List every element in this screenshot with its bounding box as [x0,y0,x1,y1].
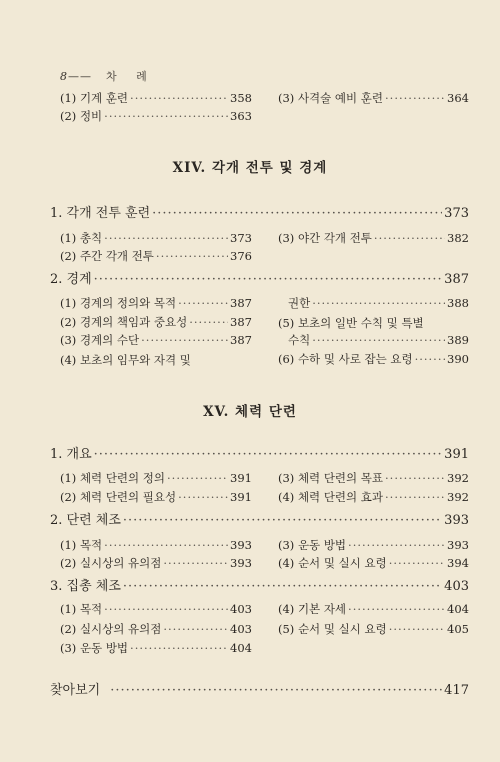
toc-item-continuation: 권한 ····· 388 [288,296,469,310]
toc-item: (3) 야간 각개 전투 ····· 382 [278,231,469,245]
toc-item: (2) 실시상의 유의점 ····· 393 [60,556,252,570]
toc-item: (1) 기계 훈련 ····· 358 [60,91,252,105]
toc-item: (5) 순서 및 실시 요령 ····· 405 [278,622,469,636]
toc-item: (2) 실시상의 유의점 ····· 403 [60,622,252,636]
chapter-title: XV. 체력 단련 [203,404,297,420]
page-number: 8 [60,70,68,83]
toc-item: (4) 기본 자세 ····· 404 [278,602,469,616]
header-dash: —— [68,70,92,83]
section-entry: 3. 집총 체조 ····· 403 [50,580,469,594]
toc-item: (3) 사격술 예비 훈련 ····· 364 [278,91,469,105]
toc-item: (1) 체력 단련의 정의 ····· 391 [60,471,252,485]
toc-item: (1) 목적 ····· 403 [60,602,252,616]
chapter-title: XIV. 각개 전투 및 경계 [172,160,328,176]
section-entry: 1. 개요 ····· 391 [50,448,469,462]
toc-item: (2) 경계의 책임과 중요성 ····· 387 [60,315,252,329]
section-entry: 1. 각개 전투 훈련 ····· 373 [50,207,469,221]
toc-item: (3) 체력 단련의 목표 ····· 392 [278,471,469,485]
toc-item: (1) 목적 ····· 393 [60,538,252,552]
toc-item: (4) 보초의 임무와 자격 및 [60,353,191,367]
section-entry: 2. 경계 ····· 387 [50,273,469,287]
index-entry: 찾아보기 ····· 417 [50,684,469,698]
toc-item: (1) 총칙 ····· 373 [60,231,252,245]
section-entry: 2. 단련 체조 ····· 393 [50,514,469,528]
toc-item: (6) 수하 및 사로 잡는 요령 ····· 390 [278,352,469,366]
toc-item: (2) 체력 단련의 필요성 ····· 391 [60,490,252,504]
toc-item: (3) 경계의 수단 ····· 387 [60,333,252,347]
toc-item-continuation: 수칙 ····· 389 [288,333,469,347]
header-title: 차 례 [106,70,155,83]
toc-item: (2) 주간 각개 전투 ····· 376 [60,249,252,263]
toc-item: (3) 운동 방법 ····· 393 [278,538,469,552]
toc-item: (4) 체력 단련의 효과 ····· 392 [278,490,469,504]
toc-item: (2) 정비 ····· 363 [60,109,252,123]
running-head [60,68,155,84]
toc-item: (4) 순서 및 실시 요령 ····· 394 [278,556,469,570]
toc-item: (1) 경계의 정의와 목적 ····· 387 [60,296,252,310]
toc-item: (5) 보초의 일반 수칙 및 특별 [278,316,424,330]
toc-item: (3) 운동 방법 ····· 404 [60,641,252,655]
